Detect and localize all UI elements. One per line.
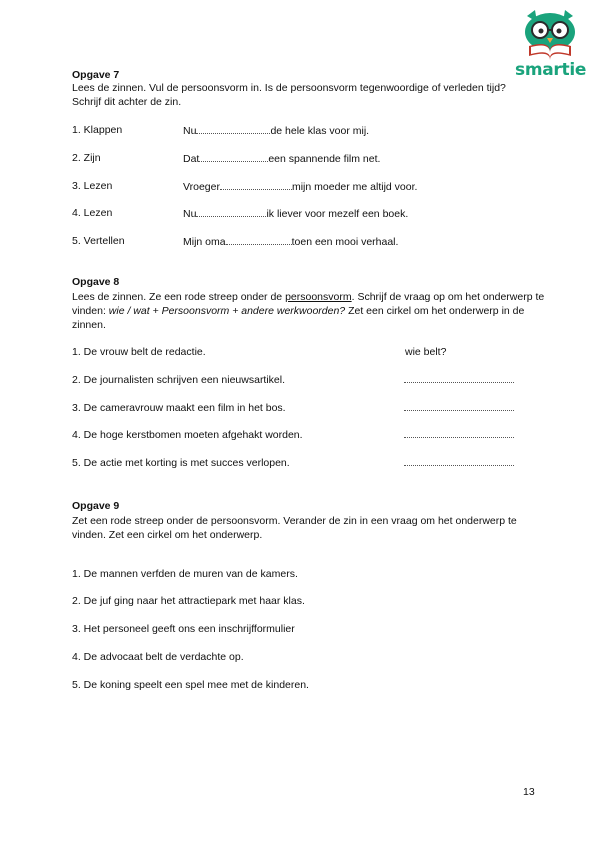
ex7-item-sentence (183, 235, 398, 248)
sentence-start: Mijn oma (183, 236, 226, 248)
answer-line[interactable] (404, 464, 514, 466)
instruction-text: vinden: (72, 305, 109, 317)
ex8-title: Opgave 8 (72, 276, 120, 288)
ex8-item: 1. De vrouw belt de redactie. (72, 346, 206, 358)
ex7-item-label: 1. Klappen (72, 124, 123, 136)
sentence-end: de hele klas voor mij. (270, 125, 370, 137)
page-number: 13 (523, 786, 535, 798)
ex7-instruction-line1: Lees de zinnen. Vul de persoonsvorm in. Is de persoonsvorm tegenwoordige of verleden tijd? (72, 82, 506, 94)
instruction-text: Zet een cirkel om het onderwerp in de (345, 305, 525, 317)
sentence-end: een spannende film net. (268, 153, 381, 165)
blank-line[interactable] (226, 235, 292, 245)
ex9-instruction-line2: vinden. Zet een cirkel om het onderwerp. (72, 529, 263, 541)
ex7-item-sentence (183, 124, 369, 137)
ex7-item-sentence (183, 180, 417, 193)
sentence-end: mijn moeder me altijd voor. (291, 181, 418, 193)
sentence-start: Dat (183, 153, 200, 165)
ex8-item: 4. De hoge kerstbomen moeten afgehakt worden. (72, 429, 303, 441)
sentence-end: ik liever voor mezelf een boek. (266, 208, 409, 220)
blank-line[interactable] (196, 207, 266, 217)
answer-line[interactable] (404, 436, 514, 438)
blank-line[interactable] (196, 124, 270, 134)
ex8-instruction-line2 (72, 304, 524, 318)
ex7-title: Opgave 7 (72, 69, 120, 81)
ex7-item-label: 2. Zijn (72, 152, 101, 164)
ex7-item-label: 3. Lezen (72, 180, 113, 192)
instruction-text: Lees de zinnen. Ze een rode streep onder de (72, 291, 286, 303)
ex9-item: 3. Het personeel geeft ons een inschrijfformulier (72, 623, 295, 635)
ex8-instruction-line1 (72, 290, 544, 304)
sentence-start: Nu (183, 125, 197, 137)
ex8-item: 5. De actie met korting is met succes verlopen. (72, 457, 290, 469)
ex9-item: 4. De advocaat belt de verdachte op. (72, 651, 244, 663)
ex7-item-sentence (183, 207, 408, 220)
ex9-item: 1. De mannen verfden de muren van de kamers. (72, 568, 298, 580)
ex9-instruction-line1: Zet een rode streep onder de persoonsvorm. Verander de zin in een vraag om het onderwerp te (72, 515, 517, 527)
ex8-example-answer: wie belt? (405, 346, 447, 358)
ex7-item-sentence (183, 152, 380, 165)
ex7-instruction-line2: Schrijf dit achter de zin. (72, 96, 182, 108)
ex9-item: 2. De juf ging naar het attractiepark met haar klas. (72, 595, 305, 607)
ex9-title: Opgave 9 (72, 500, 120, 512)
instruction-text: . Schrijf de vraag op om het onderwerp te (351, 291, 545, 303)
ex9-item: 5. De koning speelt een spel mee met de kinderen. (72, 679, 309, 691)
blank-line[interactable] (199, 152, 268, 162)
ex8-item: 2. De journalisten schrijven een nieuwsartikel. (72, 374, 286, 386)
sentence-end: toen een mooi verhaal. (291, 236, 399, 248)
instruction-underlined: persoonsvorm (285, 291, 352, 303)
ex7-item-label: 5. Vertellen (72, 235, 125, 247)
ex7-item-label: 4. Lezen (72, 207, 113, 219)
owl-icon (515, 8, 585, 62)
sentence-start: Vroeger (183, 181, 220, 193)
blank-line[interactable] (220, 180, 292, 190)
instruction-formula: wie / wat + Persoonsvorm + andere werkwoorden? (108, 305, 346, 317)
logo-wordmark: smartie (515, 60, 587, 80)
ex8-item: 3. De cameravrouw maakt een film in het bos. (72, 402, 286, 414)
smartie-logo (515, 8, 585, 88)
ex8-instruction-line3: zinnen. (72, 319, 106, 331)
answer-line[interactable] (404, 381, 514, 383)
sentence-start: Nu (183, 208, 197, 220)
answer-line[interactable] (404, 409, 514, 411)
